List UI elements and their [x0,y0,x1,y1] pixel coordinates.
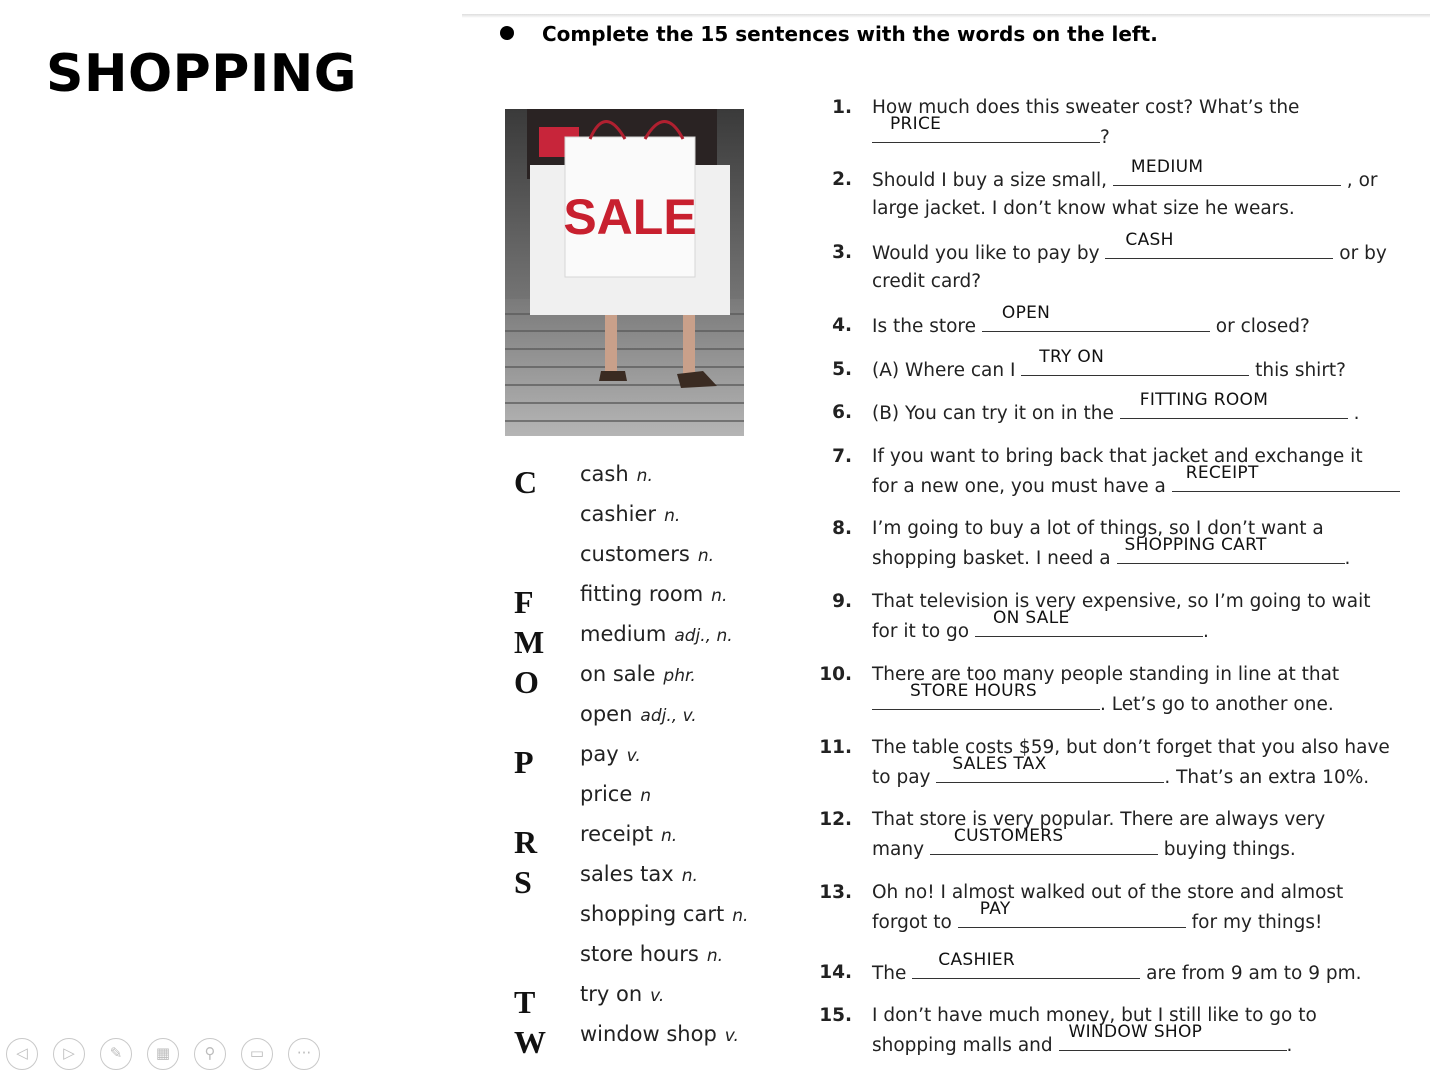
answer-blank[interactable] [872,114,1100,143]
worksheet-top-edge [462,14,1430,18]
wordbank-word: cash n. [580,462,653,486]
answer-blank[interactable] [1059,1022,1287,1051]
question-15 [818,1001,1438,1061]
wordbank-letter: P [514,744,534,780]
wordbank-item [510,540,810,580]
wordbank-letter: R [514,824,538,860]
sentence-text: are from 9 am to 9 pm. [1140,963,1362,984]
wordbank-letter: O [514,664,539,700]
wordbank-word: open adj., v. [580,702,697,726]
sentence-text: (B) You can try it on in the [872,403,1120,424]
sentence-text: I’m going to buy a lot of things, so I don’t want a [872,518,1324,539]
question-1 [818,93,1438,153]
sentence-text: . Let’s go to another one. [1100,694,1334,715]
sentence-text: credit card? [872,271,982,292]
answer-text: RECEIPT [1185,463,1259,483]
question-number: 5. [832,359,852,380]
answer-blank[interactable] [872,681,1100,710]
sentence-text: or closed? [1209,316,1310,337]
question-2 [818,157,1438,225]
question-6 [818,390,1438,428]
wordbank-part-of-speech: n. [697,546,715,566]
question-line-1 [872,93,1432,122]
sentence-text: . [1347,403,1360,424]
question-number: 13. [819,882,852,903]
question-line-1 [872,587,1432,616]
sentence-text: There are too many people standing in line at that [872,664,1340,685]
slide-title: SHOPPING [46,44,357,104]
question-line-2 [872,1022,1432,1060]
wordbank-letter: T [514,984,536,1020]
wordbank-item [510,740,810,780]
sentence-text: Oh no! I almost walked out of the store and almost [872,882,1344,903]
back-icon[interactable]: ◁ [6,1038,38,1070]
instruction-text: Complete the 15 sentences with the words on the left. [542,22,1158,46]
question-number: 14. [819,962,852,983]
question-3 [818,230,1438,298]
sentence-text: for my things! [1185,912,1323,933]
wordbank-word: window shop v. [580,1022,739,1046]
question-number: 7. [832,446,852,467]
wordbank-word: customers n. [580,542,715,566]
answer-text: CUSTOMERS [953,826,1064,846]
answer-text: CASHIER [938,950,1016,970]
sale-text: SALE [563,189,697,245]
answer-text: PRICE [890,114,942,134]
question-line-1 [872,303,1432,341]
wordbank-item [510,580,810,620]
question-number: 3. [832,242,852,263]
wordbank-word: cashier n. [580,502,681,526]
wordbank-part-of-speech: n [640,786,652,806]
sentence-text: forgot to [872,912,958,933]
question-line-2 [872,267,1432,296]
answer-blank[interactable] [936,754,1164,783]
sentence-text: or by [1333,243,1387,264]
wordbank-letter: W [514,1024,546,1060]
question-line-2 [872,114,1432,152]
sentence-text: . [1286,1035,1293,1056]
sentence-text: Is the store [872,316,982,337]
wordbank-word: medium adj., n. [580,622,733,646]
answer-blank[interactable] [1021,347,1249,376]
wordbank-part-of-speech: n. [706,946,724,966]
wordbank-part-of-speech: n. [732,906,749,926]
sentence-text: That television is very expensive, so I’m going to wait [872,591,1371,612]
question-12 [818,805,1438,865]
wordbank-item [510,940,810,980]
question-10 [818,660,1438,720]
question-5 [818,347,1438,385]
answer-blank[interactable] [930,826,1158,855]
question-number: 11. [819,737,852,758]
sale-bag-photo [505,109,744,436]
question-number: 12. [819,809,852,830]
wordbank-item [510,500,810,540]
sentence-text: . [1203,621,1209,642]
sentence-text: The table costs $59, but don’t forget that you also have [872,737,1390,758]
question-line-1 [872,878,1432,907]
sentence-text: How much does this sweater cost? What’s the [872,97,1300,118]
question-13 [818,878,1438,938]
wordbank-item [510,900,810,940]
question-4 [818,303,1438,341]
question-line-2 [872,826,1432,864]
question-number: 9. [832,591,852,612]
answer-text: SALES TAX [952,754,1047,774]
question-7 [818,442,1438,502]
question-line-2 [872,463,1432,501]
question-line-2 [872,194,1432,223]
question-line-1 [872,390,1432,428]
wordbank-word: shopping cart n. [580,902,749,926]
question-number: 10. [819,664,852,685]
wordbank-word: pay v. [580,742,641,766]
sentence-text: I don’t have much money, but I still like to go to [872,1005,1317,1026]
wordbank-part-of-speech: v. [724,1026,739,1046]
wordbank-part-of-speech: n. [681,866,698,886]
wordbank-item [510,620,810,660]
question-line-1 [872,347,1432,385]
wordbank-letter: F [514,584,534,620]
question-line-2 [872,754,1432,792]
question-line-1 [872,950,1432,988]
pen-icon[interactable]: ✎ [100,1038,132,1070]
sentence-text: many [872,839,930,860]
answer-blank[interactable] [982,303,1210,332]
sentence-text: shopping malls and [872,1035,1059,1056]
bullet-icon [500,26,514,40]
sentence-text: ? [1100,127,1110,148]
wordbank-part-of-speech: n. [664,506,681,526]
question-number: 2. [832,169,852,190]
question-line-1 [872,230,1432,268]
answer-text: ON SALE [993,608,1070,628]
more-icon[interactable]: ··· [288,1038,320,1070]
answer-blank[interactable] [1117,535,1345,564]
question-line-2 [872,535,1432,573]
wordbank-word: fitting room n. [580,582,728,606]
question-number: 1. [832,97,852,118]
instruction [500,22,1158,46]
wordbank-word: price n [580,782,652,806]
wordbank-part-of-speech: n. [711,586,728,606]
sentence-text: . That’s an extra 10%. [1164,767,1370,788]
wordbank-word: try on v. [580,982,665,1006]
wordbank-word: receipt n. [580,822,678,846]
sentence-text: Should I buy a size small, [872,170,1113,191]
answer-blank[interactable] [1105,230,1333,259]
forward-icon[interactable]: ▷ [53,1038,85,1070]
answer-blank[interactable] [912,950,1140,979]
answer-text: CASH [1125,230,1174,250]
sentence-text: for a new one, you must have a [872,476,1172,497]
sentence-text: . [1344,548,1351,569]
question-number: 4. [832,315,852,336]
answer-blank[interactable] [1172,463,1400,492]
answer-blank[interactable] [1120,390,1348,419]
question-8 [818,514,1438,574]
question-14 [818,950,1438,988]
wordbank-part-of-speech: n. [636,466,653,486]
wordbank-item [510,460,810,500]
wordbank-word: on sale phr. [580,662,696,686]
answer-blank[interactable] [1113,157,1341,186]
sentence-text: to pay [872,767,937,788]
wordbank-word: sales tax n. [580,862,698,886]
sentence-text: buying things. [1157,839,1296,860]
answer-text: PAY [979,899,1011,919]
sentence-text: large jacket. I don’t know what size he wears. [872,198,1295,219]
question-line-2 [872,681,1432,719]
sentence-text: , or [1340,170,1378,191]
question-number: 6. [832,402,852,423]
sentence-text: shopping basket. I need a [872,548,1117,569]
wordbank-part-of-speech: phr. [663,666,696,686]
wordbank-part-of-speech: n. [660,826,678,846]
sentence-text: for it to go [872,621,975,642]
wordbank-item [510,860,810,900]
wordbank-item [510,660,810,700]
answer-text: MEDIUM [1130,157,1204,177]
sentence-text: Would you like to pay by [872,243,1106,264]
answer-blank[interactable] [975,608,1203,637]
sentence-text: If you want to bring back that jacket and exchange it [872,446,1363,467]
sentence-text: The [872,963,913,984]
question-11 [818,733,1438,793]
question-9 [818,587,1438,647]
wordbank-letter: M [514,624,545,660]
wordbank-part-of-speech: adj., n. [674,626,733,646]
slides-icon[interactable]: ▦ [147,1038,179,1070]
wordbank-part-of-speech: adj., v. [640,706,697,726]
sentence-text: this shirt? [1249,360,1346,381]
answer-blank[interactable] [958,899,1186,928]
question-line-1 [872,442,1432,471]
question-line-1 [872,157,1432,195]
wordbank-part-of-speech: v. [650,986,665,1006]
wordbank-letter: S [514,864,532,900]
zoom-icon[interactable]: ⚲ [194,1038,226,1070]
wordbank-part-of-speech: v. [626,746,641,766]
question-line-2 [872,608,1432,646]
wordbank-item [510,820,810,860]
wordbank-item [510,700,810,740]
subtitles-icon[interactable]: ▭ [241,1038,273,1070]
answer-text: TRY ON [1039,347,1105,367]
answer-text: OPEN [1001,303,1051,323]
answer-text: STORE HOURS [910,681,1038,701]
wordbank-item [510,1020,810,1060]
sentence-text: That store is very popular. There are always very [872,809,1326,830]
wordbank-letter: C [514,464,538,500]
question-number: 8. [832,518,852,539]
answer-text: FITTING ROOM [1139,390,1269,410]
wordbank-item [510,780,810,820]
wordbank-word: store hours n. [580,942,724,966]
question-number: 15. [819,1005,852,1026]
question-line-2 [872,899,1432,937]
answer-text: SHOPPING CART [1124,535,1267,555]
wordbank-item [510,980,810,1020]
answer-text: WINDOW SHOP [1068,1022,1203,1042]
sentence-text: (A) Where can I [872,360,1022,381]
